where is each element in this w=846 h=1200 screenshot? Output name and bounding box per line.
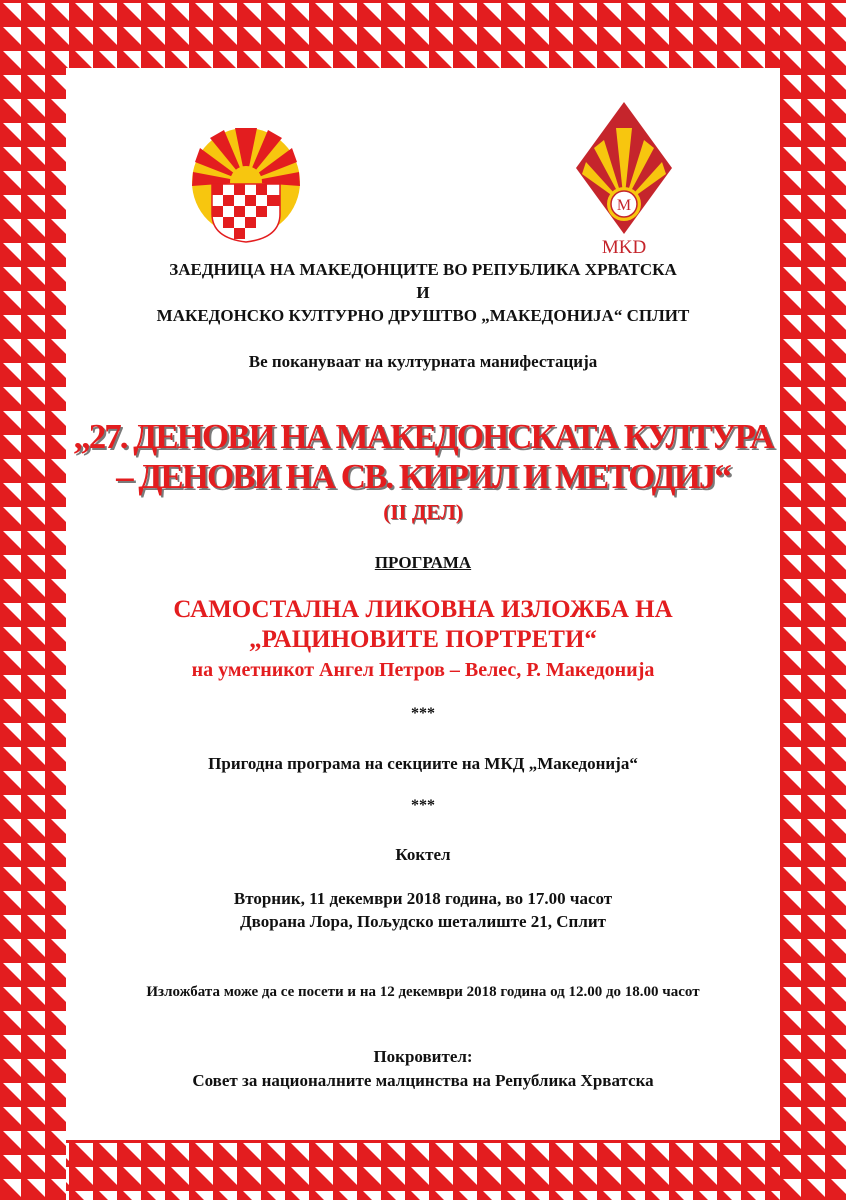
union-of-macedonians-emblem-icon: [190, 122, 302, 244]
separator: ***: [411, 705, 435, 722]
exhibition-artist: на уметникот Ангел Петров – Велес, Р. Македонија: [191, 659, 655, 681]
mkd-society-emblem-icon: [570, 100, 678, 258]
decorative-border-top: [0, 0, 846, 68]
patron-name: Совет за националните малцинства на Република Хрватска: [192, 1071, 654, 1090]
separator: ***: [411, 797, 435, 814]
cocktail-text: Коктел: [395, 845, 451, 864]
invitation-text: Ве покануваат на културната манифестација: [248, 352, 598, 371]
decorative-border-bottom: [0, 1140, 846, 1200]
decorative-border-left: [0, 0, 66, 1200]
program-heading: ПРОГРАМА: [374, 553, 472, 572]
additional-viewing-note: Изложбата може да се посети и на 12 декември 2018 година од 12.00 до 18.00 часот: [146, 984, 700, 1000]
event-venue: Дворана Лора, Пољудско шеталиште 21, Сплит: [239, 912, 607, 931]
event-datetime: Вторник, 11 декември 2018 година, во 17.00 часот: [233, 889, 613, 908]
patron-label: Покровител:: [373, 1047, 473, 1066]
exhibition-title-line-2: „РАЦИНОВИТЕ ПОРТРЕТИ“: [249, 626, 597, 653]
exhibition-title-line-1: САМОСТАЛНА ЛИКОВНА ИЗЛОЖБА НА: [173, 596, 673, 623]
organizer-line-2: МАКЕДОНСКО КУЛТУРНО ДРУШТВО „МАКЕДОНИЈА“ СПЛИТ: [156, 306, 690, 325]
emblem-caption: MKD: [601, 237, 647, 258]
emblem-letter: M: [616, 197, 632, 214]
event-title-line-2: – ДЕНОВИ НА СВ. КИРИЛ И МЕТОДИЈ“: [116, 457, 730, 496]
event-title-line-1: „27. ДЕНОВИ НА МАКЕДОНСКАТА КУЛТУРА: [73, 417, 773, 456]
program-item: Пригодна програма на секциите на МКД „Македонија“: [208, 754, 638, 773]
event-title-part: (II ДЕЛ): [383, 500, 463, 524]
organizer-line-1: ЗАЕДНИЦА НА МАКЕДОНЦИТЕ ВО РЕПУБЛИКА ХРВАТСКА: [169, 260, 677, 279]
organizer-conjunction: И: [416, 283, 430, 302]
decorative-border-right: [780, 0, 846, 1200]
